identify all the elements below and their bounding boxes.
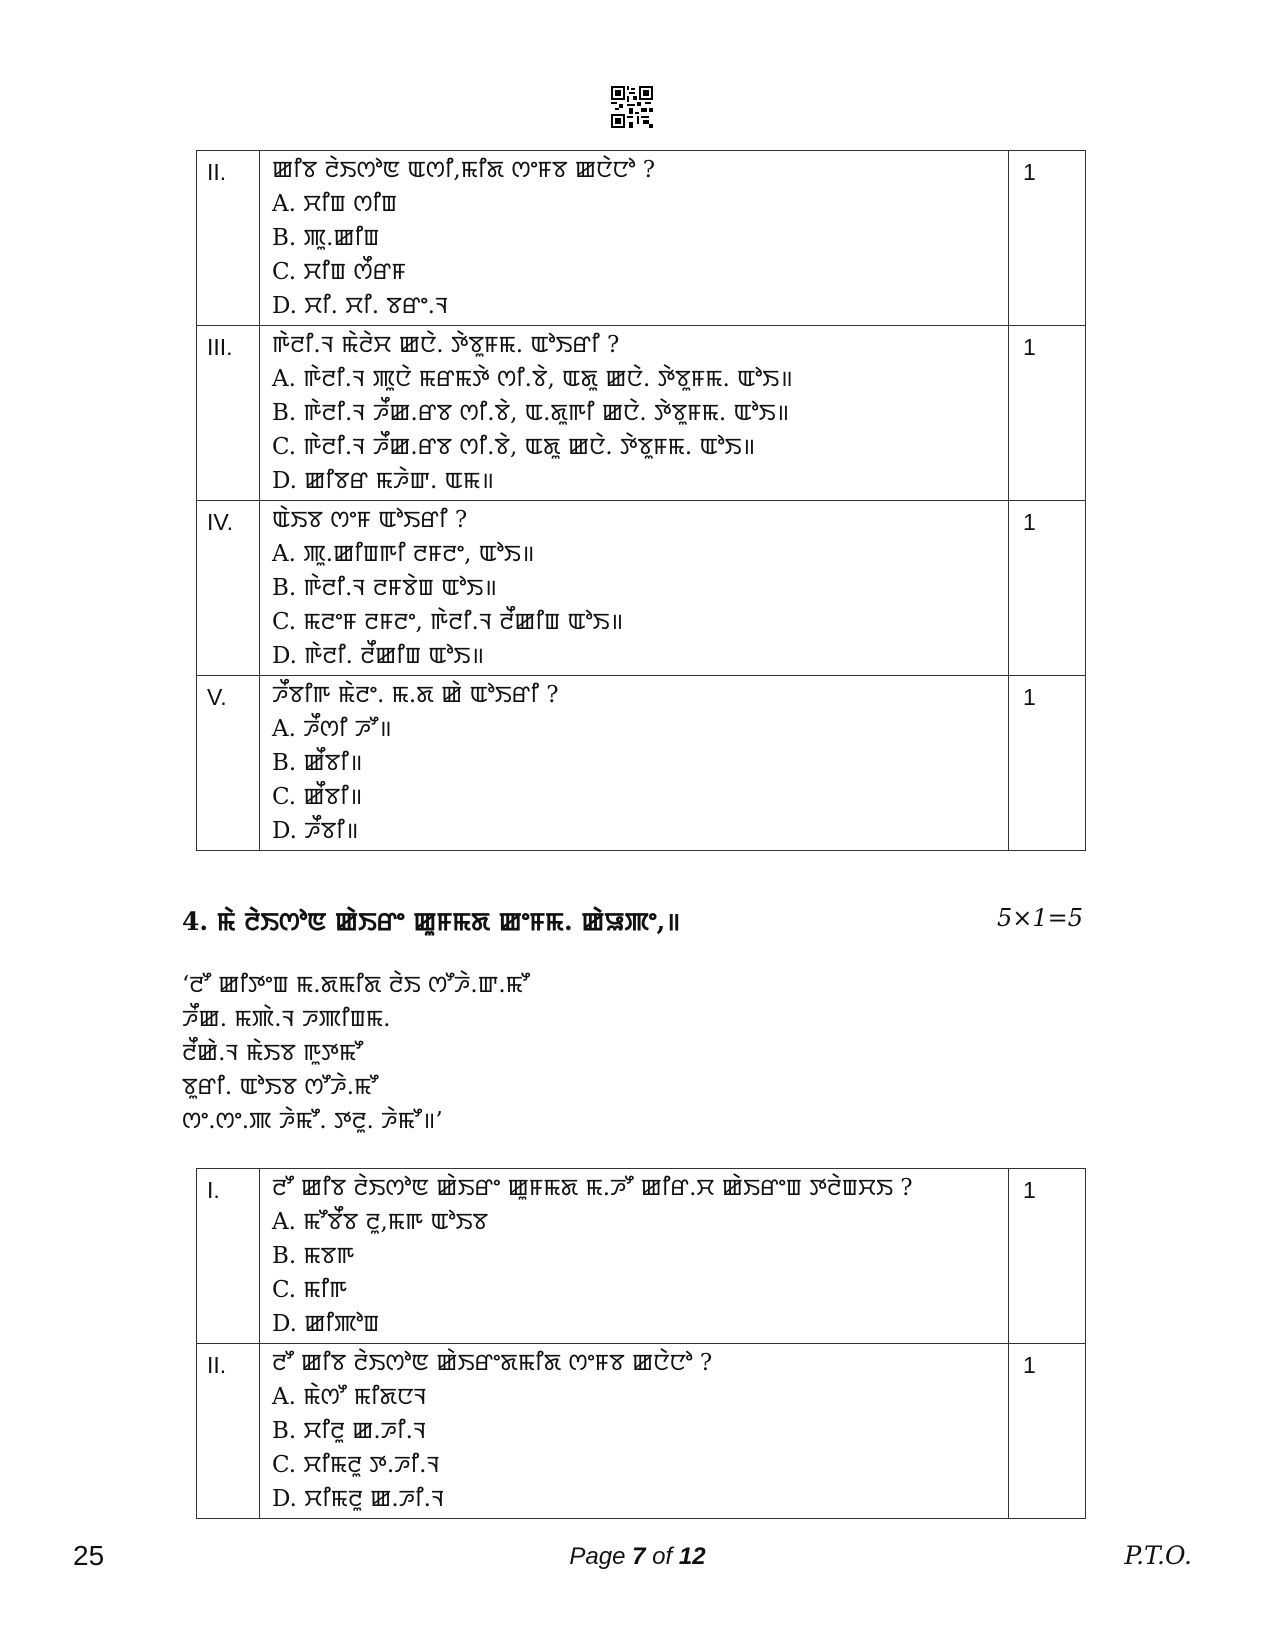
option-a: A. ꯃꯥꯁꯧ ꯃꯤꯗꯅꯜ — [272, 1384, 427, 1410]
question-body — [260, 1169, 1009, 1344]
qr-code — [611, 86, 653, 128]
option-c: C. ꯃꯂꯦꯝ ꯂꯝꯂꯦ, ꯒꯥꯂꯤ.ꯜ ꯂꯩꯀꯤꯡ ꯑꯣꯏ॥ — [272, 609, 624, 635]
poem-passage — [182, 968, 530, 1138]
option-a: A. ꯆꯤꯡ ꯁꯤꯡ — [272, 191, 398, 217]
question-number: III. — [197, 326, 260, 501]
question-number: V. — [197, 676, 260, 851]
table-row — [197, 676, 1086, 851]
table-row — [197, 151, 1086, 326]
poem-line: ꯍꯩꯀ. ꯃꯄꯥ.ꯜ ꯍꯄꯤꯡꯃ. — [182, 1006, 391, 1032]
question-4-heading: 4. ꯃꯥ ꯂꯥꯏꯁꯣꯟ ꯀꯥꯏꯔꯦ ꯀꯨꯝꯃꯗ ꯀꯦꯝꯃ. ꯀꯥꯎꯄꯦ,॥ — [182, 907, 681, 936]
option-a: A. ꯒꯥꯂꯤ.ꯜ ꯄꯨꯅꯥ ꯃꯔꯃꯇꯥ ꯁꯤ.ꯕꯥ, ꯑꯗꯨ ꯀꯅꯥ. ꯇꯥꯕꯨꯝꯃ. ꯑꯣꯏ॥ — [272, 366, 793, 392]
question-number: II. — [197, 151, 260, 326]
question-number: II. — [197, 1344, 260, 1519]
marks: 1 — [1009, 676, 1086, 851]
option-b: B. ꯄꯨ.ꯀꯤꯡ — [272, 225, 380, 251]
option-b: B. ꯀꯩꯕꯤ॥ — [272, 750, 363, 776]
poem-line: ‘ꯂꯧ ꯀꯤꯇꯦꯡ ꯃ.ꯗꯃꯤꯗ ꯂꯥꯏ ꯁꯧꯍꯥ.ꯛ.ꯃꯧ — [182, 972, 530, 998]
question-stem: ꯑꯥꯏꯕ ꯁꯦꯝ ꯑꯣꯏꯔꯤ ? — [272, 507, 468, 533]
question-stem: ꯒꯥꯂꯤ.ꯜ ꯃꯥꯂꯥꯆ ꯀꯅꯥ. ꯇꯥꯕꯨꯝꯃ. ꯑꯣꯏꯔꯤ ? — [272, 332, 620, 358]
option-a: A. ꯄꯨ.ꯀꯤꯡꯒꯤ ꯂꯝꯂꯦ, ꯑꯣꯏ॥ — [272, 541, 535, 567]
question-body — [260, 326, 1009, 501]
question-stem: ꯍꯩꯕꯤꯒ ꯃꯥꯂꯦ. ꯃ.ꯗ ꯀꯥ ꯑꯣꯏꯔꯤ ? — [272, 682, 559, 708]
question-body — [260, 1344, 1009, 1519]
option-c: C. ꯃꯤꯒ — [272, 1277, 348, 1303]
option-b: B. ꯆꯤꯂꯨ ꯀ.ꯍꯤ.ꯜ — [272, 1418, 427, 1444]
question-4-table — [196, 1168, 1086, 1519]
table-row — [197, 501, 1086, 676]
option-d: D. ꯆꯤ. ꯆꯤ. ꯕꯔꯦ.ꯜ — [272, 293, 449, 319]
marks: 1 — [1009, 501, 1086, 676]
option-d: D. ꯒꯥꯂꯤ. ꯂꯩꯀꯤꯡ ꯑꯣꯏ॥ — [272, 643, 485, 669]
option-a: A. ꯍꯩꯁꯤ ꯍꯧ॥ — [272, 716, 392, 742]
question-stem: ꯂꯧ ꯀꯤꯕ ꯂꯥꯏꯁꯣꯟ ꯀꯥꯏꯔꯦ ꯀꯨꯝꯃꯗ ꯃ.ꯍꯧ ꯀꯤꯔ.ꯆ ꯀꯥꯏꯔꯦꯡ ꯇꯂꯥꯡꯆꯏ ? — [272, 1175, 913, 1201]
marks: 1 — [1009, 1344, 1086, 1519]
question-body — [260, 676, 1009, 851]
table-row — [197, 1169, 1086, 1344]
page-number — [0, 1543, 1275, 1571]
marks: 1 — [1009, 326, 1086, 501]
poem-line: ꯕꯨꯔꯤ. ꯑꯣꯏꯕ ꯁꯧꯍꯥ.ꯃꯧ — [182, 1074, 379, 1100]
option-c: C. ꯒꯥꯂꯤ.ꯜ ꯍꯩꯀ.ꯔꯕ ꯁꯤ.ꯕꯥ, ꯑꯗꯨ ꯀꯅꯥ. ꯇꯥꯕꯨꯝꯃ. ꯑꯣꯏ॥ — [272, 434, 756, 460]
question-stem: ꯂꯧ ꯀꯤꯕ ꯂꯥꯏꯁꯣꯟ ꯀꯥꯏꯔꯦꯗꯃꯤꯗ ꯁꯦꯝꯕ ꯀꯅꯥꯅꯣ ? — [272, 1350, 713, 1376]
table-row — [197, 326, 1086, 501]
marks: 1 — [1009, 151, 1086, 326]
option-d: D. ꯍꯩꯕꯤ॥ — [272, 818, 359, 844]
option-b: B. ꯒꯥꯂꯤ.ꯜ ꯂꯝꯕꯥꯡ ꯑꯣꯏ॥ — [272, 575, 498, 601]
option-d: D. ꯆꯤꯃꯂꯨ ꯀ.ꯍꯤ.ꯜ — [272, 1486, 445, 1512]
table-row — [197, 1344, 1086, 1519]
marks: 1 — [1009, 1169, 1086, 1344]
page-prefix: Page — [569, 1543, 633, 1570]
option-c: C. ꯀꯩꯕꯤ॥ — [272, 784, 363, 810]
question-body — [260, 151, 1009, 326]
poem-line: ꯁꯦ.ꯁꯦ.ꯄ ꯍꯥꯃꯧ. ꯇꯂꯨ. ꯍꯥꯃꯧ॥’ — [182, 1108, 443, 1134]
poem-line: ꯂꯩꯀꯥ.ꯜ ꯃꯥꯏꯕ ꯒꯨꯇꯃꯧ — [182, 1040, 363, 1066]
page-current: 7 — [632, 1543, 646, 1570]
paper-code: 25 — [73, 1540, 105, 1571]
option-d: D. ꯀꯤꯄꯣꯡ — [272, 1311, 380, 1337]
option-c: C. ꯆꯤꯃꯂꯨ ꯇ.ꯍꯤ.ꯜ — [272, 1452, 440, 1478]
question-3-table — [196, 150, 1086, 851]
page-of: of — [645, 1543, 679, 1570]
option-b: B. ꯃꯕꯒ — [272, 1243, 355, 1269]
question-stem: ꯀꯤꯕ ꯂꯥꯏꯁꯣꯟ ꯑꯁꯤ,ꯃꯤꯗ ꯁꯦꯝꯕ ꯀꯅꯥꯅꯣ ? — [272, 157, 656, 183]
question-number: I. — [197, 1169, 260, 1344]
question-4-marks: 5×1=5 — [996, 904, 1083, 932]
page-total: 12 — [678, 1543, 706, 1570]
option-b: B. ꯒꯥꯂꯤ.ꯜ ꯍꯩꯀ.ꯔꯕ ꯁꯤ.ꯕꯥ, ꯑ.ꯗꯨꯒꯤ ꯀꯅꯥ. ꯇꯥꯕꯨꯝꯃ. ꯑꯣꯏ॥ — [272, 400, 790, 426]
question-number: IV. — [197, 501, 260, 676]
option-a: A. ꯃꯧꯕꯩꯕ ꯂꯨ,ꯃꯒ ꯑꯣꯏꯕ — [272, 1209, 489, 1235]
option-d: D. ꯀꯤꯕꯔ ꯃꯍꯥꯛ. ꯑꯃ॥ — [272, 468, 495, 494]
option-c: C. ꯆꯤꯡ ꯁꯩꯔꯝ — [272, 259, 406, 285]
question-body — [260, 501, 1009, 676]
pto-label: P.T.O. — [1124, 1541, 1192, 1570]
